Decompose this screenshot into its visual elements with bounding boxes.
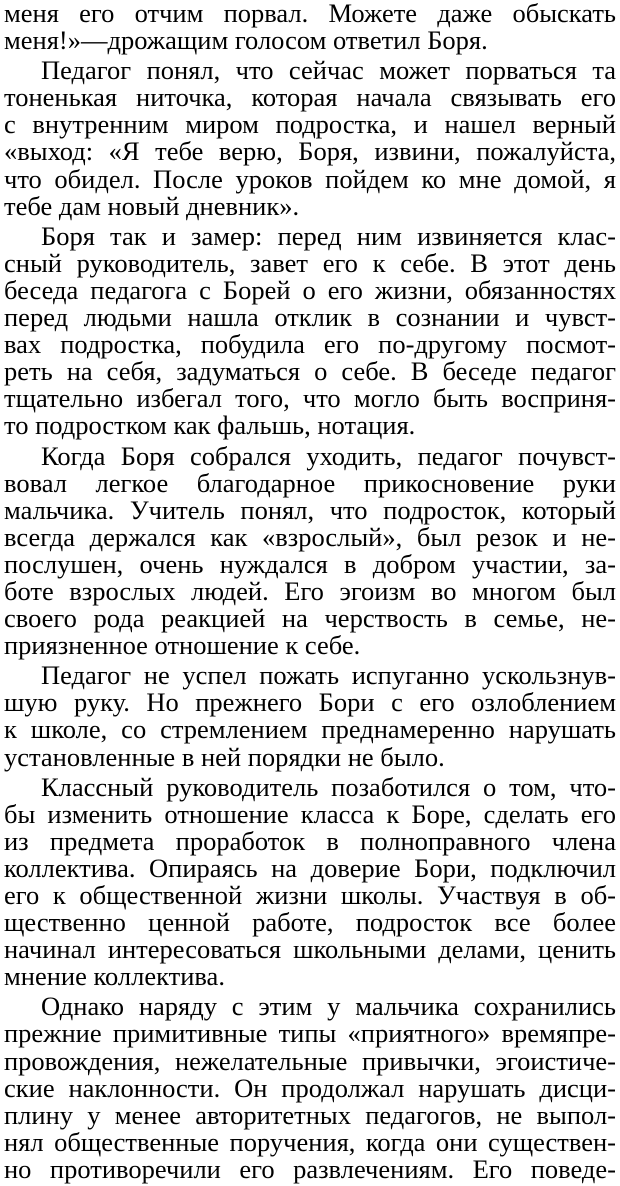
- text-line: вах подростка, побудила его по-другому посмот-: [4, 329, 616, 360]
- text-line: Педагог не успел пожать испуганно ускользнув-: [41, 660, 616, 691]
- text-line: ские наклонности. Он продолжал нарушать дисци-: [4, 1072, 616, 1103]
- document-page: [4, 0, 616, 1186]
- text-line: с внутренним миром подростка, и нашел верный: [4, 109, 616, 140]
- text-line: «выход: «Я тебе верю, Боря, извини, пожалуйста,: [4, 136, 616, 167]
- text-line: беседа педагога с Борей о его жизни, обязанностях: [4, 274, 616, 305]
- text-line: своего рода реакцией на черствость в семье, не-: [4, 603, 616, 634]
- text-line: Педагог понял, что сейчас может порваться та: [41, 55, 616, 86]
- text-line: приязненное отношение к себе.: [4, 630, 361, 661]
- text-line: но противоречили его развлечениям. Его поведе-: [4, 1153, 616, 1184]
- text-line: Однако наряду с этим у мальчика сохранились: [41, 991, 616, 1022]
- text-line: Боря так и замер: перед ним извиняется клас-: [41, 220, 616, 251]
- text-line: тоненькая ниточка, которая начала связывать его: [4, 82, 616, 113]
- text-line: прежние примитивные типы «приятного» времяпре-: [4, 1018, 616, 1049]
- text-line: установленные в ней порядки не было.: [4, 741, 445, 772]
- paragraph: [4, 662, 616, 770]
- text-line: то подростком как фальшь, нотация.: [4, 410, 416, 441]
- text-line: тщательно избегал того, что могло быть восприня-: [4, 383, 616, 414]
- paragraph: [4, 57, 616, 220]
- text-line: коллектива. Опираясь на доверие Бори, подключил: [4, 852, 616, 883]
- text-line: всегда держался как «взрослый», был резок и не-: [4, 521, 616, 552]
- text-line: послушен, очень нуждался в добром участии, за-: [4, 548, 616, 579]
- paragraph: [4, 440, 616, 661]
- text-line: меня его отчим порвал. Можете даже обыскать: [4, 0, 616, 28]
- text-line: мнение коллектива.: [4, 961, 225, 992]
- text-line: перед людьми нашла отклик в сознании и чувст-: [4, 302, 616, 333]
- paragraph: [4, 771, 616, 992]
- text-line: мальчика. Учитель понял, что подросток, который: [4, 494, 616, 525]
- text-line: шую руку. Но прежнего Бори с его озлоблением: [4, 687, 616, 718]
- paragraph: [4, 993, 616, 1183]
- text-line: сный руководитель, завет его к себе. В этот день: [4, 247, 616, 278]
- text-line: нял общественные поручения, когда они существен-: [4, 1126, 616, 1157]
- text-line: провождения, нежелательные привычки, эгоистиче-: [4, 1045, 616, 1076]
- paragraph: [4, 0, 616, 54]
- text-line: что обидел. После уроков пойдем ко мне домой, я: [4, 163, 616, 194]
- text-line: бы изменить отношение класса к Боре, сделать его: [4, 798, 616, 829]
- text-line: тебе дам новый дневник».: [4, 190, 300, 221]
- text-line: из предмета проработок в полноправного члена: [4, 825, 616, 856]
- text-line: вовал легкое благодарное прикосновение руки: [4, 467, 616, 498]
- text-line: его к общественной жизни школы. Участвуя в об-: [4, 880, 616, 910]
- text-line: боте взрослых людей. Его эгоизм во многом был: [4, 575, 616, 606]
- paragraph: [4, 220, 616, 441]
- text-line: начинал интересоваться школьными делами, ценить: [4, 934, 616, 965]
- text-line: к школе, со стремлением преднамеренно нарушать: [4, 714, 616, 745]
- text-line: Классный руководитель позаботился о том, что-: [41, 771, 616, 802]
- text-line: щественно ценной работе, подросток все более: [4, 907, 616, 938]
- text-line: плину у менее авторитетных педагогов, не выпол-: [4, 1099, 616, 1130]
- text-line: реть на себя, задуматься о себе. В беседе педагог: [4, 356, 616, 387]
- text-line: Когда Боря собрался уходить, педагог почувст-: [41, 440, 616, 471]
- text-line: меня!»—дрожащим голосом ответил Боря.: [4, 25, 488, 56]
